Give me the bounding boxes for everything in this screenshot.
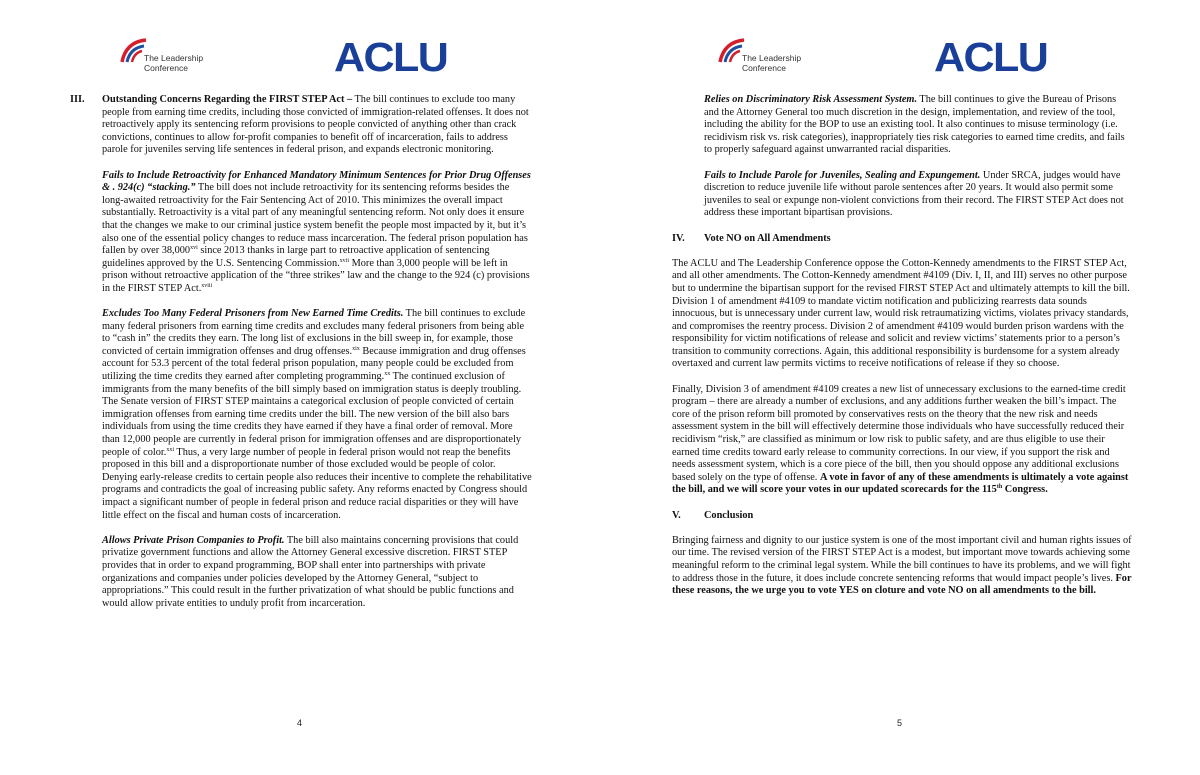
section-iii-text: The bill continues to exclude too many people from earning time credits, including those convicted of immigration-related offenses. It does not retroactively apply its sentencing reform provisions to people convicted of anything other than crack convictions, continues to allow for-profit companies to benefit off of incarceration, fails to address parole for juveniles serving life sentences in federal prison, and expands electronic monitoring.	[102, 94, 529, 156]
section-iv-number: IV.	[672, 232, 685, 244]
risk-assessment-title: Relies on Discriminatory Risk Assessment System.	[704, 94, 918, 105]
retroactivity-text-b: since 2013 thanks in large part to retroactive application of sentencing guidelines approved by the U.S. Sentencing Commission.	[102, 245, 490, 269]
footnote-xviii: xviii	[201, 282, 213, 289]
page-5-content	[672, 94, 1132, 610]
section-v-title: Conclusion	[704, 509, 754, 521]
section-iii	[70, 94, 532, 157]
leadership-conference-logo	[718, 36, 828, 80]
paragraph-time-credits	[102, 308, 532, 522]
division-3-bold: A vote in favor of any of these amendments is ultimately a vote against the bill, and we will score your votes in our updated scorecards for the 115	[672, 471, 1129, 496]
time-credits-title: Excludes Too Many Federal Prisoners from New Earned Time Credits.	[102, 308, 404, 320]
juvenile-parole-text: Under SRCA, judges would have discretion to reduce juvenile life without parole sentences after 20 years. It would also permit some juveniles to seal or expunge non-violent convictions from their record. The FIRST STEP Act does not address these important bipartisan provisions.	[704, 169, 1124, 219]
tlc-line-2: Conference	[742, 63, 786, 73]
paragraph-retroactivity	[102, 170, 532, 296]
page-number: 5	[897, 718, 903, 728]
conclusion-bold: For these reasons, the we urge you to vote YES on cloture and vote NO on all amendments to the bill.	[672, 572, 1132, 597]
tlc-line-1: The Leadership	[144, 53, 204, 63]
private-prisons-title: Allows Private Prison Companies to Profit.	[102, 534, 285, 546]
footnote-xx: xx	[384, 371, 391, 378]
paragraph-private-prisons	[102, 535, 532, 611]
time-credits-text-a: The bill continues to exclude many federal prisoners from earning time credits and excludes many federal prisoners from being able to “cash in” the credits they earn. The long list of exclusions in the bill sweep in, for example, those convicted of certain immigration offenses and drug offenses.	[102, 308, 526, 357]
superscript-th: th	[996, 484, 1003, 491]
retroactivity-text-a: The bill does not include retroactivity for its sentencing reforms besides the long-awaited retroactivity for the Fair Sentencing Act of 2010. This minimizes the overall impact substantially. Retroactivity is a vital part of any meaningful sentencing reform. Not only does it ensure that the changes we make to our criminal justice system benefit the people most impacted by it, but it’s also one of the essential policy changes to reduce mass incarceration. The federal prison population has fallen by over 38,000	[102, 182, 528, 257]
time-credits-text-b: Because immigration and drug offenses account for 53.3 percent of the total federal prison population, many people could be excluded from utilizing the time credits they earned after completing programming.	[102, 345, 526, 383]
paragraph-oppose-amendments: The ACLU and The Leadership Conference oppose the Cotton-Kennedy amendments to the FIRST STEP Act, and all other amendments. The Cotton-Kennedy amendment #4109 (Div. I, II, and III) serves no other purpose but to undermine the bipartisan support for the revised FIRST STEP Act and ultimately attempts to kill the bill. Division 1 of amendment #4109 to mandate victim notification and publicizing rearrests data sounds innocuous, but is unnecessary under current law, would risk retraumatizing victims, violates privacy standards, and compromises the reentry process. Division 2 of amendment #4109 would burden prison wardens with the responsibility for victim notifications of release and solicit and review victims’ statements prior to a person’s transition to community corrections. Again, this additional responsibility is burdensome for a system already overtaxed and current law permits victims to receive notifications of release if they so choose.	[672, 257, 1130, 370]
division-3-text: Finally, Division 3 of amendment #4109 creates a new list of unnecessary exclusions to the earned-time credit program – there are already a number of exclusions, and any additions further weaken the bill’s impact. The core of the prison reform bill promoted by conservatives rests on the theory that the new risk and needs assessment system in the bill will effectively determine those individuals who have successfully reduced their recidivism “risk,” are classified as minimum or low risk to public safety, and are thus eligible to use their earned time credits toward early release to community corrections. In our view, if you support the risk and needs assessment system, which is a core piece of the bill, then you should oppose any additional exclusions based solely on the type of offense.	[672, 383, 1126, 483]
section-v-number: V.	[672, 509, 681, 521]
footnote-xvii: xvii	[339, 257, 350, 264]
risk-assessment-text: The bill continues to give the Bureau of Prisons and the Attorney General too much discretion in the design, implementation, and review of the tool, including the ability for the BOP to use an existing tool. It also continues to misuse terminology (i.e. recidivism risk vs. risk categories), inappropriately ties risk categories to earned time credits, and fails to properly safeguard against unwarranted racial disparities.	[704, 94, 1125, 156]
paragraph-juvenile-parole	[704, 170, 1132, 220]
tlc-line-2: Conference	[144, 63, 188, 73]
aclu-logo: ACLU	[334, 34, 448, 80]
division-3-bold-end: Congress.	[1002, 484, 1048, 496]
footnote-xxi: xxi	[166, 446, 175, 453]
page-5	[600, 0, 1200, 775]
time-credits-text-d: Thus, a very large number of people in federal prison would not reap the benefits proposed in this bill and a disproportionate number of those excluded would be people of color. Denying early-release credits to certain people also reduces their incentive to complete the rehabilitative programs and contradicts the goal of increasing public safety. Any reforms enacted by Congress should impact a significant number of people in federal prison and reduce racial disparities or they will have little effect on the fiscal and human costs of incarceration.	[102, 446, 532, 521]
retroactivity-title: Fails to Include Retroactivity for Enhanced Mandatory Minimum Sentences for Prior Drug Offenses & . 924(c) “stacking.”	[102, 169, 531, 194]
section-iv-heading	[672, 233, 1132, 246]
page-number: 4	[297, 718, 303, 728]
tlc-line-1: The Leadership	[742, 53, 802, 63]
footnote-xvi: xvi	[190, 245, 198, 252]
conclusion-text: Bringing fairness and dignity to our justice system is one of the most important civil and human rights issues of our time. The revised version of the FIRST STEP Act is a modest, but important move towards achieving some meaningful reform to the criminal legal system. While the bill continues to have its problems, and we will fight to address those in the future, it does include concrete sentencing reforms that would impact people’s lives.	[672, 534, 1132, 584]
paragraph-conclusion	[672, 535, 1132, 598]
page-4-content	[70, 94, 532, 623]
time-credits-text-c: The continued exclusion of immigrants from the many benefits of the bill simply based on immigration status is deeply troubling. The Senate version of FIRST STEP maintains a categorical exclusion of people convicted of certain immigration offenses from earning time credits under the bill. The new version of the bill also bars individuals from using the time credits they have earned if they have a final order of removal. More than 12,000 people are currently in federal prison for immigration offenses and are disproportionately people of color.	[102, 371, 522, 458]
footnote-xix: xix	[352, 345, 360, 352]
paragraph-division-3	[672, 384, 1132, 497]
section-iii-title: Outstanding Concerns Regarding the FIRST STEP Act –	[102, 94, 353, 105]
paragraph-risk-assessment	[704, 94, 1132, 157]
juvenile-parole-title: Fails to Include Parole for Juveniles, Sealing and Expungement.	[704, 169, 981, 181]
section-v-heading	[672, 510, 1132, 523]
section-iii-number: III.	[70, 94, 85, 105]
section-iv-title: Vote NO on All Amendments	[704, 232, 831, 244]
leadership-conference-logo	[120, 36, 230, 80]
aclu-logo: ACLU	[934, 34, 1048, 80]
retroactivity-text-c: More than 3,000 people will be left in prison without retroactive application of the “three strikes” law and the change to the 924 (c) provisions in the FIRST STEP Act.	[102, 257, 530, 294]
private-prisons-text: The bill also maintains concerning provisions that could privatize government functions and allow the Attorney General excessive discretion. FIRST STEP provides that in order to expand programming, BOP shall enter into partnerships with private organizations and companies under policies developed by the Attorney General, “subject to appropriations.” This could result in the further privatization of what should be public functions and would allow private entities to unduly profit from incarceration.	[102, 534, 519, 609]
